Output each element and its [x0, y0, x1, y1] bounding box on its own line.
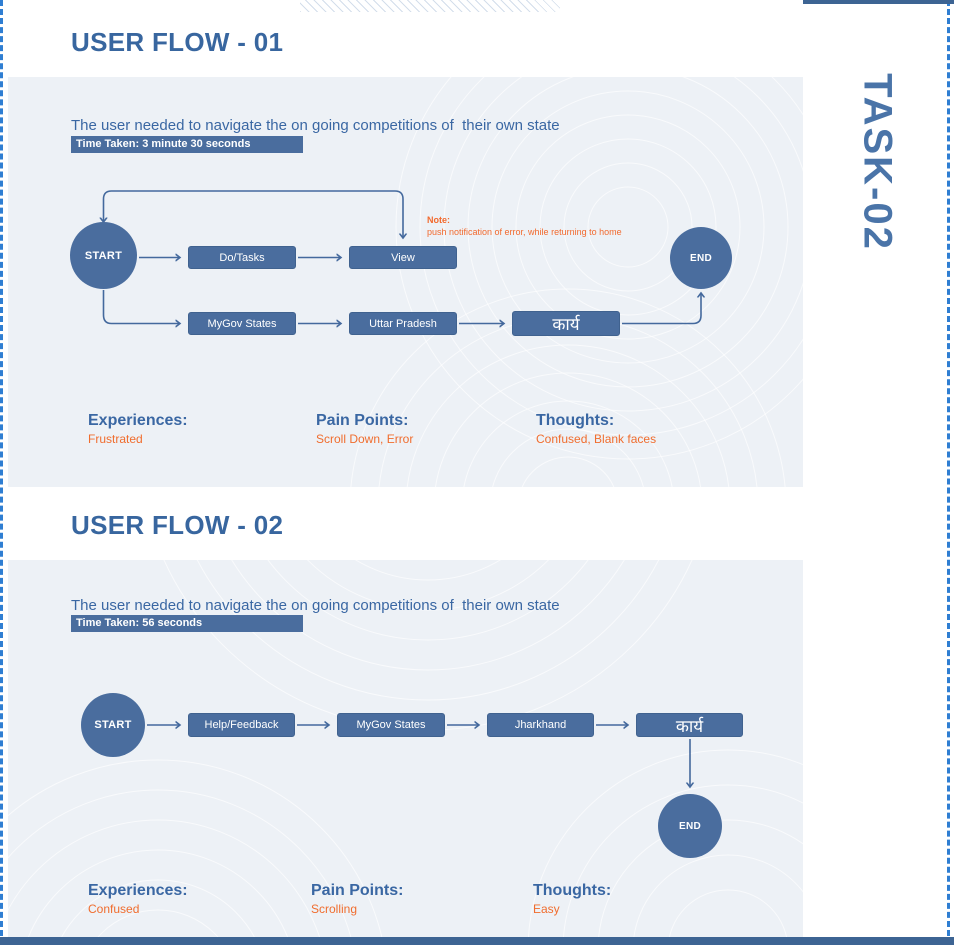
flow1-node-do-tasks: Do/Tasks	[188, 246, 296, 269]
flow1-pain-points	[316, 412, 413, 446]
flow1-node-karya: कार्य	[512, 311, 620, 336]
pain-points-label: Pain Points:	[316, 412, 409, 429]
flow2-thoughts	[533, 882, 611, 916]
task-tab-label: TASK-02	[855, 73, 900, 251]
flow1-note-body: push notification of error, while returning to home	[427, 226, 622, 237]
pain-points-label: Pain Points:	[311, 882, 404, 899]
experiences-value: Frustrated	[88, 432, 143, 446]
thoughts-value: Confused, Blank faces	[536, 432, 657, 446]
flow2-time-taken-badge: Time Taken: 56 seconds	[71, 615, 303, 632]
flow1-thoughts	[536, 412, 656, 446]
flow2-end-node: END	[658, 794, 722, 858]
thoughts-value: Easy	[533, 902, 560, 916]
thoughts-label: Thoughts:	[533, 882, 612, 899]
flow2-title: USER FLOW - 02	[71, 510, 284, 540]
flow2-pain-points	[311, 882, 403, 916]
bottom-bar	[0, 937, 954, 945]
flow2-node-help-feedback: Help/Feedback	[188, 713, 295, 737]
experiences-label: Experiences:	[88, 882, 188, 899]
pain-points-value: Scrolling	[311, 902, 358, 916]
flow2-experiences	[88, 882, 188, 916]
flow1-node-mygov-states: MyGov States	[188, 312, 296, 335]
flow1-end-node: END	[670, 227, 732, 289]
flow2-panel	[8, 560, 803, 938]
flow2-node-mygov-states: MyGov States	[337, 713, 445, 737]
pain-points-value: Scroll Down, Error	[316, 432, 414, 446]
thoughts-label: Thoughts:	[536, 412, 615, 429]
left-dashed-border	[0, 0, 3, 945]
flow1-node-uttar-pradesh: Uttar Pradesh	[349, 312, 457, 335]
flow1-panel	[8, 77, 803, 487]
flow1-title: USER FLOW - 01	[71, 27, 284, 57]
flow1-note	[427, 215, 627, 238]
hatch-decoration	[300, 0, 560, 12]
flow1-node-view: View	[349, 246, 457, 269]
flow1-start-node: START	[70, 222, 137, 289]
experiences-label: Experiences:	[88, 412, 188, 429]
flow2-description: The user needed to navigate the on going competitions of their own state	[71, 597, 560, 614]
flow1-experiences	[88, 412, 188, 446]
flow2-start-node: START	[81, 693, 145, 757]
right-dashed-border	[947, 0, 950, 945]
flow2-node-karya: कार्य	[636, 713, 743, 737]
flow1-note-title: Note:	[427, 215, 450, 225]
flow1-description: The user needed to navigate the on going competitions of their own state	[71, 117, 560, 134]
flow2-node-jharkhand: Jharkhand	[487, 713, 594, 737]
experiences-value: Confused	[88, 902, 140, 916]
flow1-time-taken-badge: Time Taken: 3 minute 30 seconds	[71, 136, 303, 153]
top-right-bar	[803, 0, 954, 4]
